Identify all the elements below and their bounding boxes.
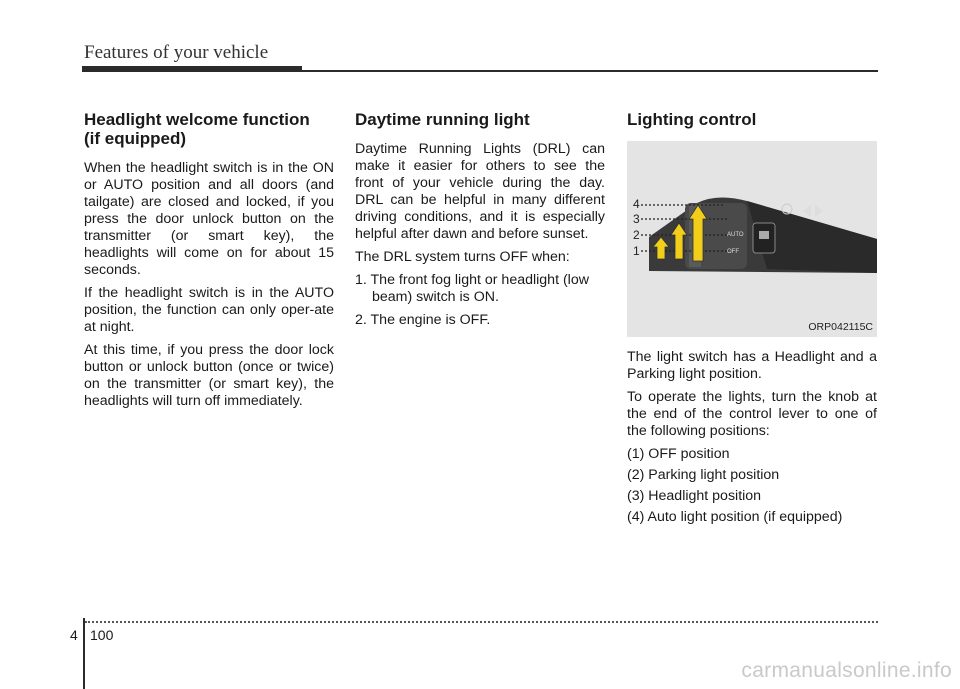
auto-switch-label: AUTO [727, 232, 744, 238]
column-headlight-welcome [84, 110, 334, 416]
page-header-title: Features of your vehicle [84, 42, 269, 63]
paragraph: At this time, if you press the door lock button or unlock button (once or twice) on the transmitter (or smart key), the headlights will turn off immediately. [84, 342, 334, 409]
label-2: 2 [633, 228, 640, 242]
off-switch-label: OFF [727, 249, 739, 255]
section-heading-drl: Daytime running light [355, 110, 530, 129]
list-item: 1. The front fog light or headlight (low beam) switch is ON. [355, 272, 589, 305]
header-rule [300, 70, 878, 72]
footer-dotted-rule [85, 621, 878, 623]
position-item: (2) Parking light position [627, 467, 780, 483]
page-number: 100 [90, 627, 114, 643]
column-lighting-control [627, 110, 877, 530]
lighting-switch-illustration [627, 141, 877, 337]
list-item: 2. The engine is OFF. [355, 312, 491, 328]
paragraph: Daytime Running Lights (DRL) can make it easier for others to see the front of your vehicle during the day. DRL can be helpful in many different driving conditions, and it is especially helpful after dawn and before sunset. [355, 141, 605, 242]
position-item: (4) Auto light position (if equipped) [627, 509, 843, 525]
label-4: 4 [633, 197, 640, 211]
paragraph: When the headlight switch is in the ON or AUTO position and all doors (and tailgate) are closed and locked, if you press the door unlock button on the transmitter (or smart key), the headlights will come on for about 15 seconds. [84, 160, 334, 278]
header-accent-bar [82, 66, 302, 72]
position-item: (3) Headlight position [627, 488, 762, 504]
heading-line-2: (if equipped) [84, 129, 186, 148]
chapter-number: 4 [70, 627, 78, 643]
paragraph: To operate the lights, turn the knob at the end of the control lever to one of the following positions: [627, 389, 877, 439]
column-daytime-running-light [355, 110, 605, 335]
lighting-switch-figure [627, 141, 877, 337]
section-heading-lighting-control: Lighting control [627, 110, 757, 129]
position-item: (1) OFF position [627, 446, 730, 462]
label-1: 1 [633, 244, 640, 258]
label-3: 3 [633, 212, 640, 226]
figure-caption: ORP042115C [808, 321, 873, 333]
paragraph: If the headlight switch is in the AUTO position, the function can only oper-ate at night. [84, 285, 334, 335]
heading-line-1: Headlight welcome function [84, 110, 310, 129]
paragraph: The DRL system turns OFF when: [355, 249, 570, 265]
section-heading-headlight-welcome [84, 110, 334, 148]
footer-vertical-rule [83, 618, 85, 689]
paragraph: The light switch has a Headlight and a Parking light position. [627, 349, 877, 382]
watermark: carmanualsonline.info [741, 659, 952, 682]
